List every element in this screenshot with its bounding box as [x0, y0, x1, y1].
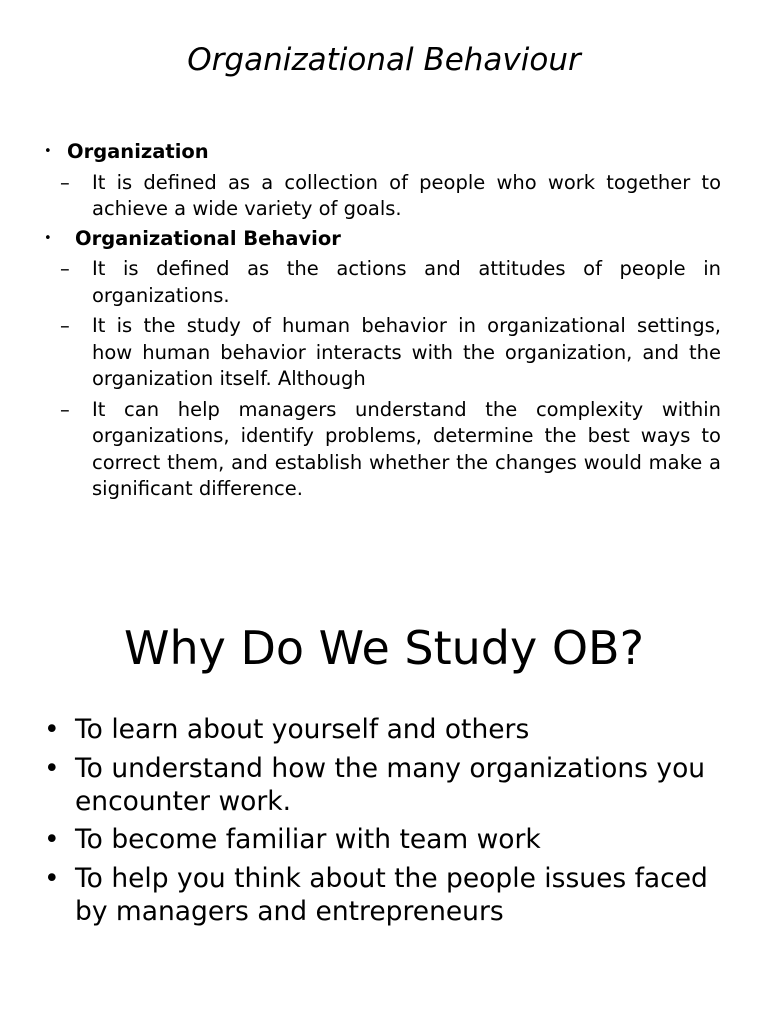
dash-icon: –	[60, 257, 70, 280]
dash-icon: –	[60, 397, 70, 421]
slide-why-study-ob	[0, 560, 768, 1024]
list-item	[44, 862, 744, 928]
slide-content	[44, 137, 721, 503]
slide-content	[44, 713, 744, 933]
slide-title: Why Do We Study OB?	[124, 621, 644, 675]
section-heading-label: Organizational Behavior	[75, 226, 341, 250]
list-item	[44, 752, 744, 818]
list-item-text: It is defined as the actions and attitudes of people in organizations.	[92, 257, 721, 307]
bullet-icon: •	[44, 714, 60, 745]
list-item	[44, 397, 721, 503]
list-item-text: It can help managers understand the complexity within organizations, identify problems, determine the best ways to correct them, and establish whether the changes would make a significant difference.	[92, 397, 721, 500]
list-item-text: To learn about yourself and others	[75, 714, 530, 745]
dash-icon: –	[60, 170, 70, 194]
list-item-text: It is the study of human behavior in organizational settings, how human behavior interacts with the organization, and the organization itself. Although	[92, 314, 721, 390]
list-item	[44, 256, 721, 309]
list-item	[44, 170, 721, 223]
list-item-text: To become familiar with team work	[75, 824, 541, 855]
list-item-text: To understand how the many organizations you encounter work.	[75, 752, 706, 817]
dash-icon: –	[60, 314, 70, 337]
list-item	[44, 313, 721, 393]
bullet-icon: •	[44, 144, 52, 159]
list-item-text: It is defined as a collection of people who work together to achieve a wide variety of goals.	[92, 170, 721, 220]
list-item	[44, 823, 744, 856]
section-heading-label: Organization	[67, 140, 209, 163]
bullet-icon: •	[44, 752, 60, 784]
section-heading-organizational-behavior	[44, 226, 721, 253]
section-heading-organization	[44, 139, 721, 166]
bullet-icon: •	[44, 824, 60, 855]
bullet-icon: •	[44, 862, 60, 894]
slide-title: Organizational Behaviour	[187, 42, 581, 78]
list-item-text: To help you think about the people issues faced by managers and entrepreneurs	[75, 862, 708, 927]
list-item	[44, 713, 744, 746]
bullet-icon: •	[44, 230, 52, 246]
